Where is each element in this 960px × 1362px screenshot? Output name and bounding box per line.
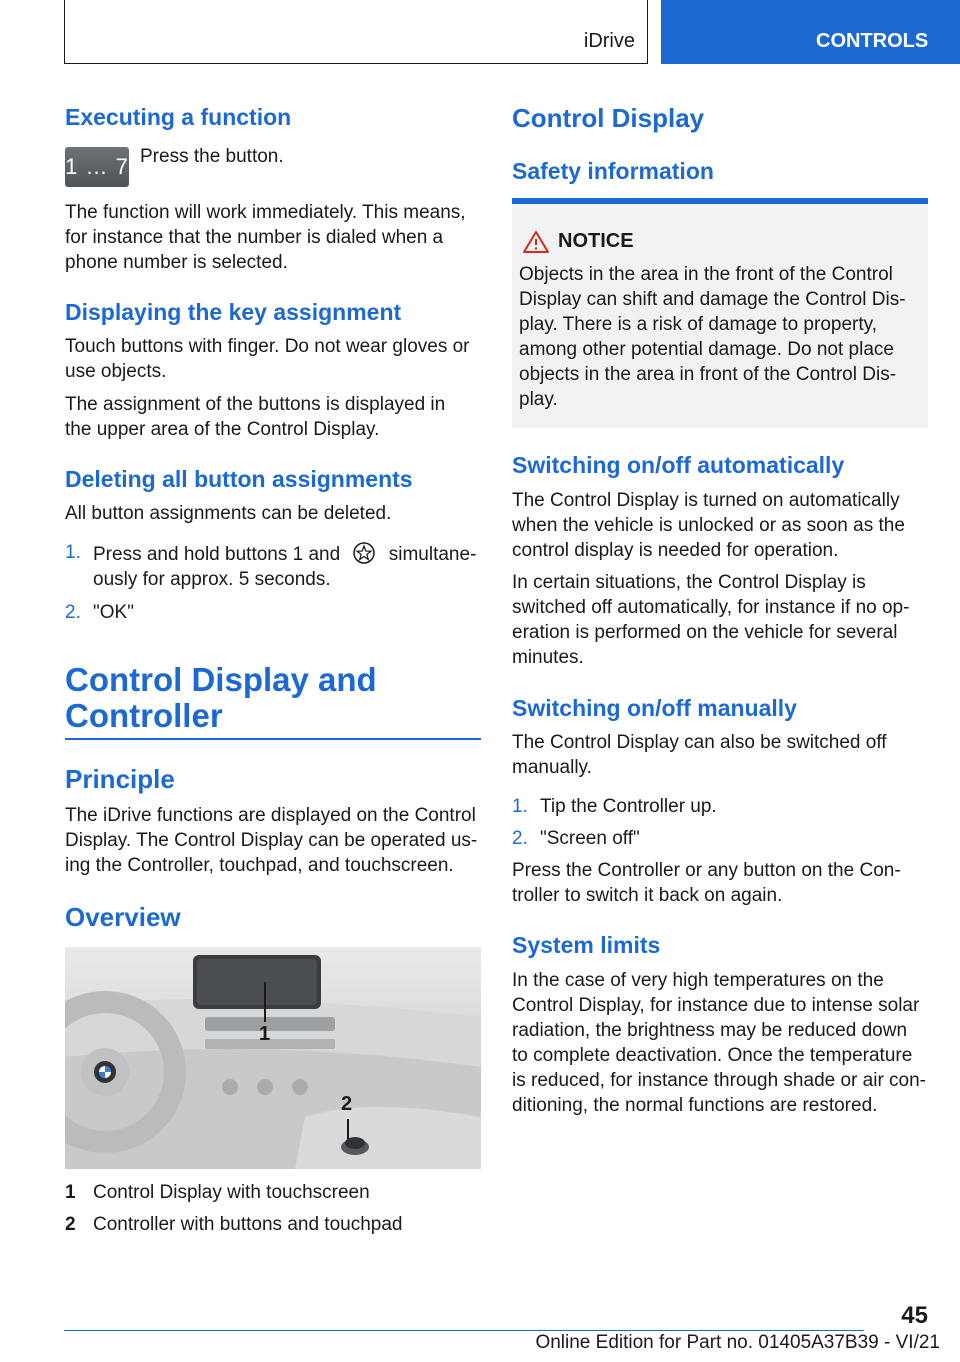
callout-2: 2	[341, 1093, 353, 1115]
auto-title: Switching on/off automatically	[512, 452, 845, 478]
key-assignment-title: Displaying the key assignment	[65, 299, 402, 325]
footer-edition: Online Edition for Part no. 01405A37B39 - VI/21	[535, 1332, 940, 1353]
manual-intro: The Control Display can also be switched off manually.	[512, 732, 887, 778]
overview-title: Overview	[65, 902, 181, 932]
list-text	[93, 540, 481, 592]
list-item	[65, 540, 481, 592]
limits-body: In the case of very high temperatures on the Control Display, for instance due to intense solar radiation, the brightness may be reduced down to complete deactivation. Once the temperature is reduced, for instance through shade or air con-ditioning, the normal functions are restored.	[512, 970, 927, 1116]
list-number: 1.	[65, 542, 81, 563]
safety-title: Safety information	[512, 158, 714, 184]
auto-p2: In certain situations, the Control Display is switched off automatically, for instance if no op-eration is performed on the vehicle for several minutes.	[512, 572, 910, 668]
notice-body: Objects in the area in the front of the Control Display can shift and damage the Control Dis-play. There is a risk of damage to property, among other potential damage. Do not place objects in the area in front of the Control Dis-play.	[519, 264, 906, 410]
cockpit-illustration	[65, 947, 481, 1169]
auto-p1: The Control Display is turned on automatically when the vehicle is unlocked or as soon as the control display is needed for operation.	[512, 490, 905, 561]
list-item	[512, 794, 928, 820]
callout-1: 1	[259, 1023, 271, 1045]
header-section-label: iDrive	[583, 30, 635, 52]
page-number: 45	[901, 1302, 928, 1329]
list-number: 2.	[65, 602, 81, 623]
principle-title: Principle	[65, 764, 175, 794]
manual-title: Switching on/off manually	[512, 695, 797, 721]
star-button-icon	[351, 540, 377, 566]
press-button-text: Press the button.	[140, 146, 284, 167]
main-title-line2: Controller	[65, 697, 223, 735]
list-item	[512, 826, 928, 852]
manual-outro: Press the Controller or any button on the Con-troller to switch it back on again.	[512, 860, 901, 906]
legend-number: 1	[65, 1182, 76, 1203]
list-number: 2.	[512, 828, 528, 849]
notice-label: NOTICE	[558, 230, 634, 252]
deleting-intro: All button assignments can be deleted.	[65, 503, 392, 524]
principle-body: The iDrive functions are displayed on the Control Display. The Control Display can be operated us-ing the Controller, touchpad, and touchscreen.	[65, 805, 478, 876]
limits-title: System limits	[512, 932, 661, 958]
cockpit-photo	[65, 947, 481, 1169]
step-text-a: Press and hold buttons 1 and	[93, 544, 341, 565]
step-text-c: ously for approx. 5 seconds.	[93, 569, 331, 590]
list-text: "Screen off"	[540, 828, 640, 849]
key-assignment-p1: Touch buttons with finger. Do not wear gloves or use objects.	[65, 336, 470, 382]
control-display-title: Control Display	[512, 103, 705, 133]
list-text: Tip the Controller up.	[540, 796, 717, 817]
section-divider	[65, 738, 481, 740]
main-title	[65, 662, 481, 735]
main-title-line1: Control Display and	[65, 661, 377, 698]
executing-title: Executing a function	[65, 104, 292, 130]
key-assignment-p2: The assignment of the buttons is displayed in the upper area of the Control Display.	[65, 394, 446, 440]
legend-text: Control Display with touchscreen	[93, 1182, 370, 1203]
header-chapter-tab	[661, 0, 960, 64]
step-text-b: simultane-	[388, 544, 477, 565]
header-section-tab	[64, 0, 648, 64]
executing-body: The function will work immediately. This means, for instance that the number is dialed when a phone number is selected.	[65, 202, 466, 273]
legend-item	[65, 1180, 481, 1206]
header-chapter-label: CONTROLS	[816, 30, 929, 52]
list-text: "OK"	[93, 602, 134, 623]
warning-icon	[522, 230, 550, 254]
legend-item	[65, 1212, 481, 1238]
button-1-7-image: 1 … 7	[65, 147, 129, 187]
deleting-title: Deleting all button assignments	[65, 466, 413, 492]
legend-text: Controller with buttons and touchpad	[93, 1214, 403, 1235]
footer-divider	[64, 1330, 864, 1331]
notice-box	[512, 198, 928, 428]
list-number: 1.	[512, 796, 528, 817]
list-item	[65, 600, 481, 626]
legend-number: 2	[65, 1214, 76, 1235]
